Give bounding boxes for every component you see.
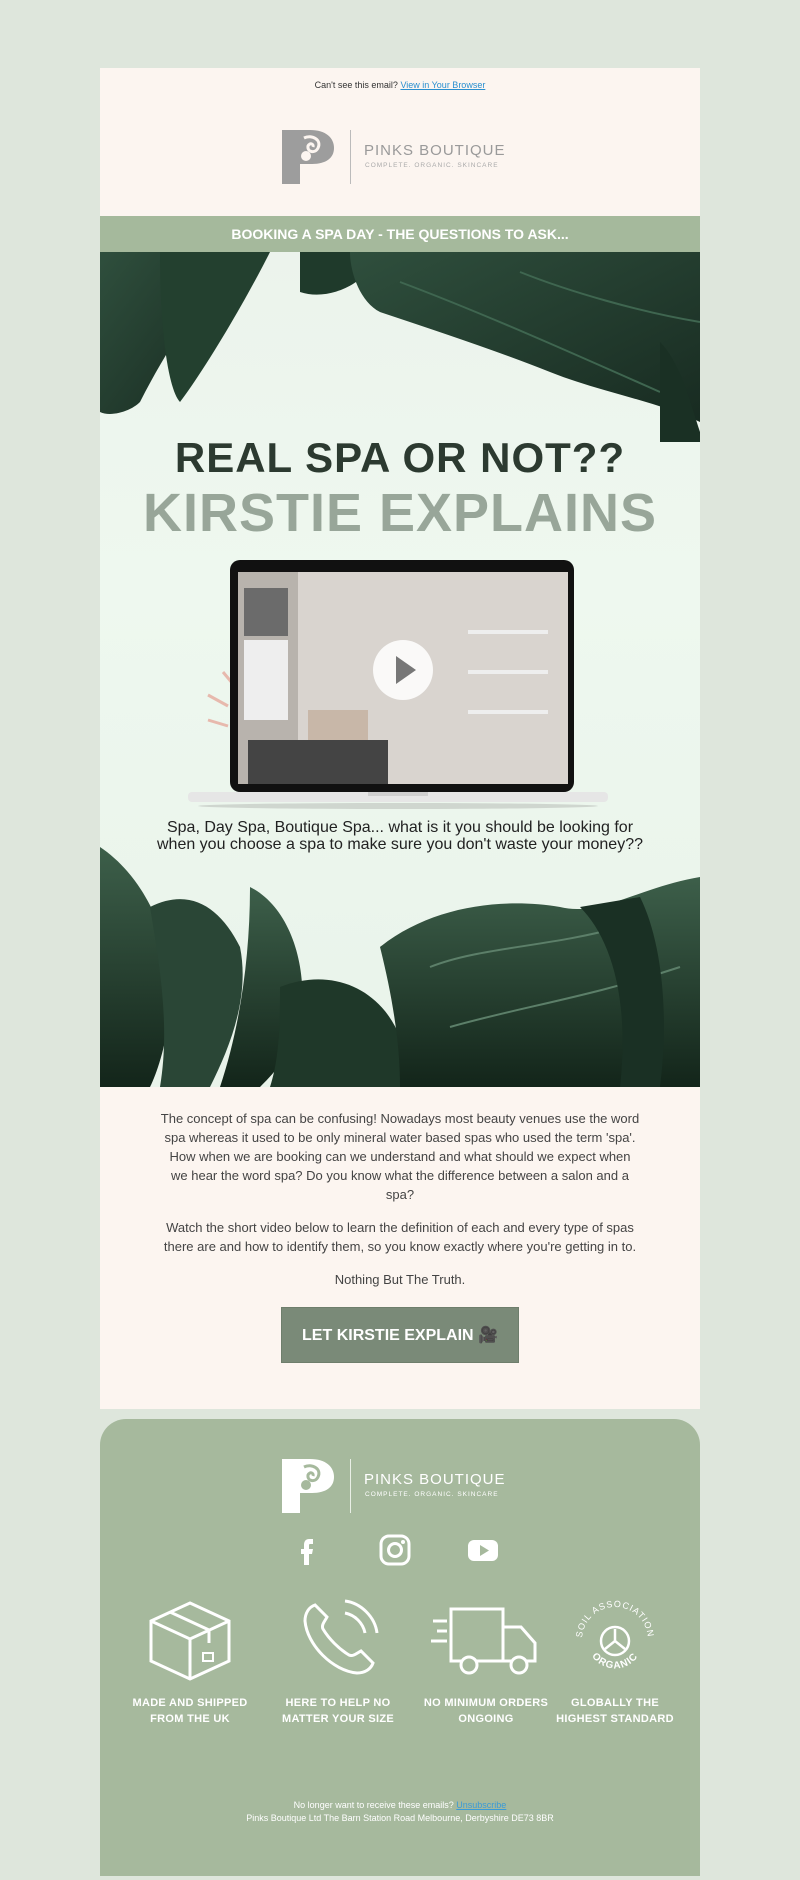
brand-logo[interactable] <box>280 128 520 188</box>
facebook-icon[interactable] <box>290 1533 324 1567</box>
email-header <box>100 68 700 216</box>
feature-highest-standard <box>545 1595 685 1727</box>
feature-made-in-uk <box>120 1595 260 1727</box>
unsubscribe-link[interactable]: Unsubscribe <box>456 1800 507 1810</box>
company-address: Pinks Boutique Ltd The Barn Station Road Melbourne, Derbyshire DE73 8BR <box>246 1813 554 1823</box>
body-paragraph-3: Nothing But The Truth. <box>334 1272 466 1287</box>
p-monogram-icon <box>280 128 336 186</box>
let-kirstie-explain-button[interactable]: LET KIRSTIE EXPLAIN 🎥 <box>281 1307 519 1363</box>
feature-label: HERE TO HELP NO MATTER YOUR SIZE <box>282 1697 394 1725</box>
body-paragraph-1: The concept of spa can be confusing! Nowadays most beauty venues use the word spa whereas it used to be only mineral water based spas who used the term 'spa'. How when we are booking can we understand and what should we expect when we hear the word spa? Do you know what the difference between a salon and a spa? <box>160 1111 640 1202</box>
phone-icon <box>293 1595 383 1685</box>
feature-label: MADE AND SHIPPED FROM THE UK <box>132 1697 248 1725</box>
hero-subtitle: Spa, Day Spa, Boutique Spa... what is it you should be looking for when you choose a spa to make sure you don't waste your money?? <box>156 819 643 853</box>
footer-brand-tagline: COMPLETE. ORGANIC. SKINCARE <box>365 1491 499 1498</box>
body-paragraph-2: Watch the short video below to learn the definition of each and every type of spas there are and how to identify them, so you know exactly where you're getting in to. <box>163 1220 637 1254</box>
preheader-text: Can't see this email? <box>314 80 398 90</box>
hero-title-line1: REAL SPA OR NOT?? <box>174 434 626 481</box>
feature-help <box>268 1595 408 1727</box>
youtube-icon[interactable] <box>466 1533 500 1567</box>
hero-title-line2: KIRSTIE EXPLAINS <box>142 483 658 543</box>
soil-association-icon <box>570 1595 660 1685</box>
preheader <box>100 68 700 90</box>
view-in-browser-link[interactable]: View in Your Browser <box>400 80 486 90</box>
feature-label: GLOBALLY THE HIGHEST STANDARD <box>556 1697 674 1725</box>
footer-brand-logo[interactable] <box>280 1457 520 1517</box>
unsubscribe-text: No longer want to receive these emails? <box>293 1800 454 1810</box>
box-icon <box>145 1595 235 1685</box>
feature-no-minimum <box>416 1595 556 1727</box>
brand-name: PINKS BOUTIQUE <box>364 142 506 159</box>
instagram-icon[interactable] <box>378 1533 412 1567</box>
legal-text <box>100 1799 700 1825</box>
brand-tagline: COMPLETE. ORGANIC. SKINCARE <box>365 162 499 169</box>
video-laptop-mockup[interactable] <box>188 560 608 810</box>
footer-brand-name: PINKS BOUTIQUE <box>364 1471 506 1488</box>
footer <box>100 1419 700 1876</box>
svg-text:ORGANIC: ORGANIC <box>589 1650 641 1672</box>
logo-divider <box>350 1459 351 1513</box>
p-monogram-icon <box>280 1457 336 1515</box>
email-container <box>100 68 700 1860</box>
feature-label: NO MINIMUM ORDERS ONGOING <box>423 1697 549 1725</box>
monstera-leaves-bottom-image <box>100 847 700 1087</box>
body-section <box>100 1087 700 1409</box>
svg-text:SOIL ASSOCIATION: SOIL ASSOCIATION <box>574 1598 657 1639</box>
hero-image[interactable] <box>100 252 700 1087</box>
monstera-leaves-top-image <box>100 252 700 442</box>
headline-banner: BOOKING A SPA DAY - THE QUESTIONS TO ASK... <box>100 216 700 252</box>
truck-icon <box>431 1595 541 1685</box>
logo-divider <box>350 130 351 184</box>
